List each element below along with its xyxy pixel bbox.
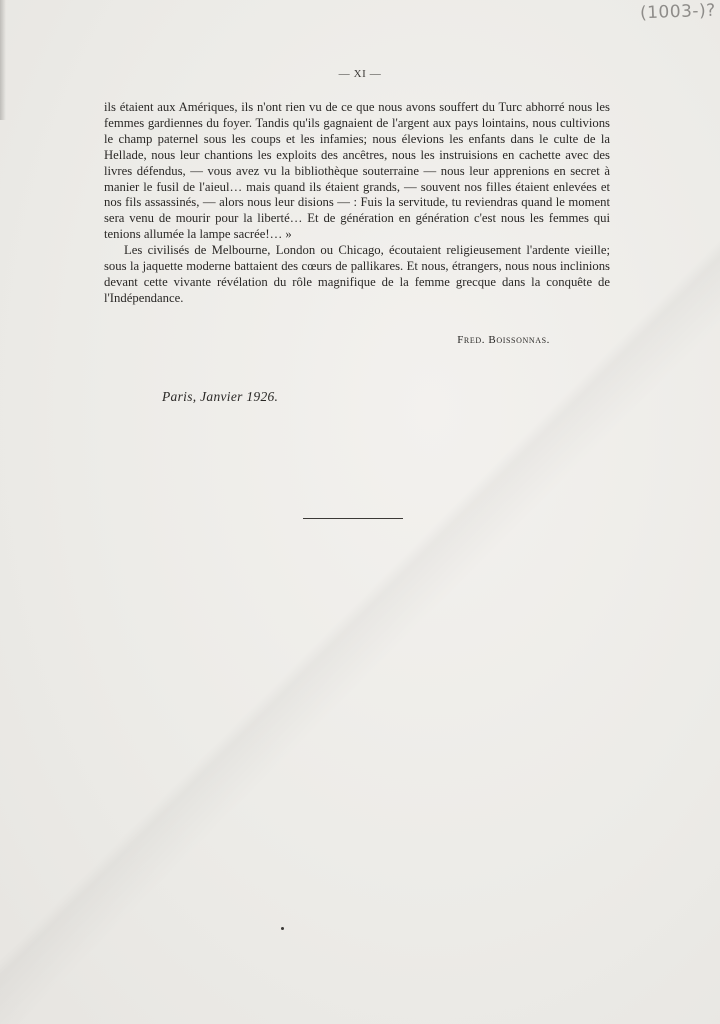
author-signature: Fred. Boissonnas. (457, 334, 550, 346)
paragraph-2: Les civilisés de Melbourne, London ou Chicago, écoutaient religieusement l'ardente vieille; sous la jaquette moderne battaient des cœurs de pallikares. Et nous, étrangers, nous nous inclinions devant cette vivante révélation du rôle magnifique de la femme grecque dans la conquête de l'Indépendance. (104, 243, 610, 305)
body-text (104, 100, 610, 307)
paragraph-1: ils étaient aux Amériques, ils n'ont rien vu de ce que nous avons souffert du Turc abhorré nous les femmes gardiennes du foyer. Tandis qu'ils gagnaient de l'argent aux pays lointains, nous cultivions le champ paternel sous les coups et les infamies; nous élevions les enfants dans le culte de la Hellade, nous leur chantions les exploits des ancêtres, nous les instruisions en cachette avec des livres défendus, — vous avez vu la bibliothèque souterraine — nous leur apprenions en secret à manier le fusil de l'aieul… mais quand ils étaient grands, — souvent nos filles étaient enlevées et nos fils assassinés, — alors nous leur disions — : Fuis la servitude, tu reviendras quand le moment sera venu de mourir pour la liberté… Et de génération en génération c'est nous les femmes qui tenions allumée la lampe sacrée!… » (104, 100, 610, 242)
paper-edge-shadow (0, 0, 6, 120)
page-number: — XI — (338, 68, 382, 80)
dateline: Paris, Janvier 1926. (162, 389, 279, 404)
end-rule-divider (303, 518, 403, 519)
archive-handwritten-mark: (1003-)? (639, 0, 717, 24)
paper-speck (281, 927, 284, 930)
